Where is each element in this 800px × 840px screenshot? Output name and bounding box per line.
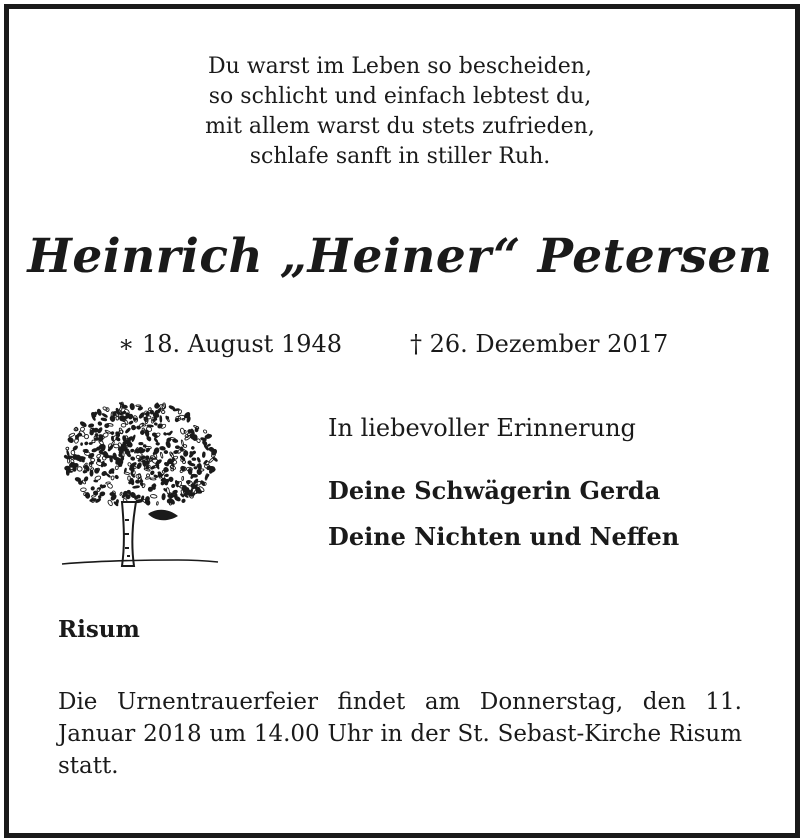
poem-line: schlafe sanft in stiller Ruh. [249, 144, 551, 169]
tree-icon [58, 400, 222, 572]
poem-line: so schlicht und einfach lebtest du, [208, 84, 592, 109]
poem-line: mit allem warst du stets zufrieden, [205, 114, 595, 139]
mourner-line: Deine Nichten und Neffen [328, 522, 680, 551]
place-name: Risum [58, 616, 140, 643]
birth-date: ∗ 18. August 1948 [118, 330, 343, 358]
ceremony-notice: Die Urnentrauerfeier findet am Donnerstag, den 11. Januar 2018 um 14.00 Uhr in der St. Sebast-Kirche Risum statt. [58, 689, 742, 779]
poem [0, 52, 800, 172]
remembrance-intro: In liebevoller Erinnerung [328, 414, 636, 442]
mourner-line: Deine Schwägerin Gerda [328, 476, 661, 505]
deceased-name: Heinrich „Heiner“ Petersen [27, 229, 773, 284]
poem-line: Du warst im Leben so bescheiden, [208, 54, 592, 79]
death-date: † 26. Dezember 2017 [410, 330, 669, 358]
